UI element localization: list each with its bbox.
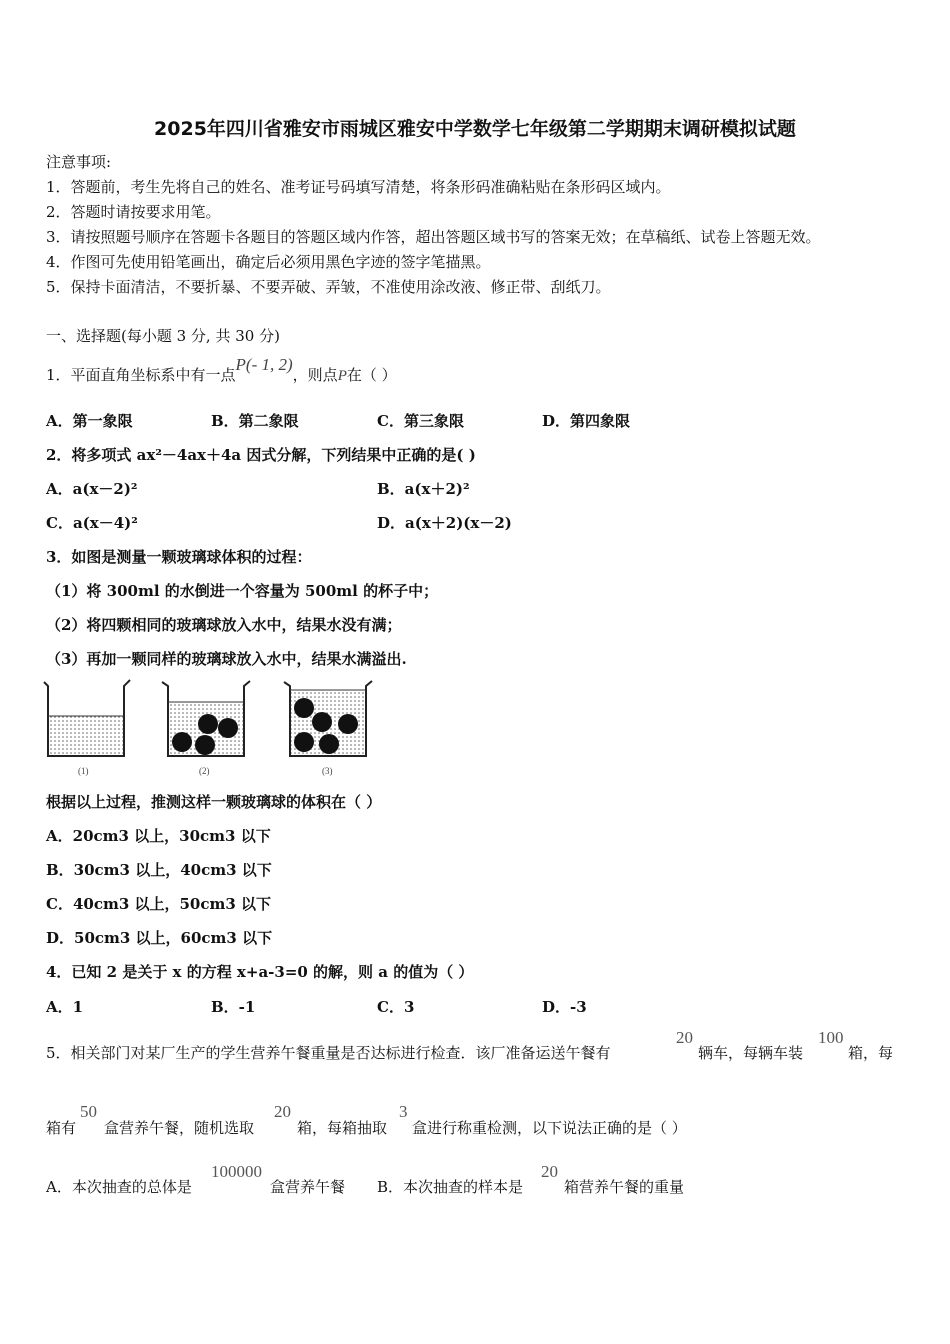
q5-option-a-text: 盒营养午餐 [270,1178,346,1196]
q1-option-b: B．第二象限 [211,412,299,430]
q3-step: （3）再加一颗同样的玻璃球放入水中，结果水满溢出. [46,650,407,668]
beaker-1 [44,680,130,756]
q2-option-b: B．a(x＋2)² [377,480,470,498]
notice-item: 4．作图可先使用铅笔画出，确定后必须用黑色字迹的签字笔描黑。 [46,253,491,271]
q5-line2-d: 盒进行称重检测，以下说法正确的是（ ） [412,1119,687,1137]
q5-option-b-text: 箱营养午餐的重量 [564,1178,685,1196]
q4-option-c: C．3 [377,998,415,1016]
q5-option-a-text: A．本次抽查的总体是 [46,1178,192,1196]
q5-number: 20 [541,1162,558,1181]
q5-number: 20 [676,1028,693,1047]
q2-option-d: D．a(x＋2)(x－2) [377,514,512,532]
q3-step: （1）将 300ml 的水倒进一个容量为 500ml 的杯子中； [46,582,439,600]
q4-option-b: B．-1 [211,998,256,1016]
notice-item: 2．答题时请按要求用笔。 [46,203,221,221]
q5-line2-a: 箱有 [46,1119,77,1137]
q4-option-d: D．-3 [542,998,587,1016]
q1-option-d: D．第四象限 [542,412,631,430]
q5-line1-c: 箱，每 [848,1044,894,1062]
q5-line1-b: 辆车，每辆车装 [698,1044,804,1062]
q4-option-a: A．1 [46,998,84,1016]
notice-item: 5．保持卡面清洁，不要折暴、不要弄破、弄皱，不准使用涂改液、修正带、刮纸刀。 [46,278,611,296]
q2-option-a: A．a(x－2)² [46,480,138,498]
q5-number: 100 [818,1028,844,1047]
q5-line1-a: 5．相关部门对某厂生产的学生营养午餐重量是否达标进行检查．该厂准备运送午餐有 [46,1044,611,1062]
question-3-stem: 3．如图是测量一颗玻璃球体积的过程： [46,548,312,566]
section-heading: 一、选择题(每小题 3 分, 共 30 分) [46,327,280,345]
notice-heading: 注意事项: [46,153,112,171]
q5-number: 50 [80,1102,97,1121]
figure-label-1: (1) [78,766,89,776]
notice-item: 3．请按照题号顺序在答题卡各题目的答题区域内作答，超出答题区域书写的答案无效；在草稿纸、试卷上答题无效。 [46,228,821,246]
q5-line2-b: 盒营养午餐，随机选取 [104,1119,255,1137]
q3-option-a: A．20cm3 以上，30cm3 以下 [46,827,271,845]
q5-number: 3 [399,1102,408,1121]
q5-option-b-text: B．本次抽查的样本是 [377,1178,524,1196]
question-4-stem: 4．已知 2 是关于 x 的方程 x+a-3=0 的解，则 a 的值为（ ） [46,963,474,981]
beaker-2 [162,681,250,756]
beaker-figure [42,676,382,778]
figure-label-3: (3) [322,766,333,776]
q5-line2-c: 箱，每箱抽取 [297,1119,388,1137]
q1-option-c: C．第三象限 [377,412,464,430]
q5-number: 100000 [211,1162,262,1181]
q2-option-c: C．a(x－4)² [46,514,138,532]
q3-option-d: D．50cm3 以上，60cm3 以下 [46,929,273,947]
beaker-3 [284,681,372,756]
page-title: 2025年四川省雅安市雨城区雅安中学数学七年级第二学期期末调研模拟试题 [154,118,796,140]
question-2-stem: 2．将多项式 ax²－4ax＋4a 因式分解，下列结果中正确的是( ) [46,446,476,464]
notice-item: 1．答题前，考生先将自己的姓名、准考证号码填写清楚，将条形码准确粘贴在条形码区域内。 [46,178,671,196]
q3-step: （2）将四颗相同的玻璃球放入水中，结果水没有满； [46,616,402,634]
q3-option-c: C．40cm3 以上，50cm3 以下 [46,895,272,913]
question-1-stem: 1．平面直角坐标系中有一点P(- 1, 2)，则点P在（ ） [46,355,397,384]
q3-option-b: B．30cm3 以上，40cm3 以下 [46,861,272,879]
q3-question: 根据以上过程，推测这样一颗玻璃球的体积在（ ） [46,793,382,811]
q5-number: 20 [274,1102,291,1121]
figure-label-2: (2) [199,766,210,776]
q1-option-a: A．第一象限 [46,412,133,430]
